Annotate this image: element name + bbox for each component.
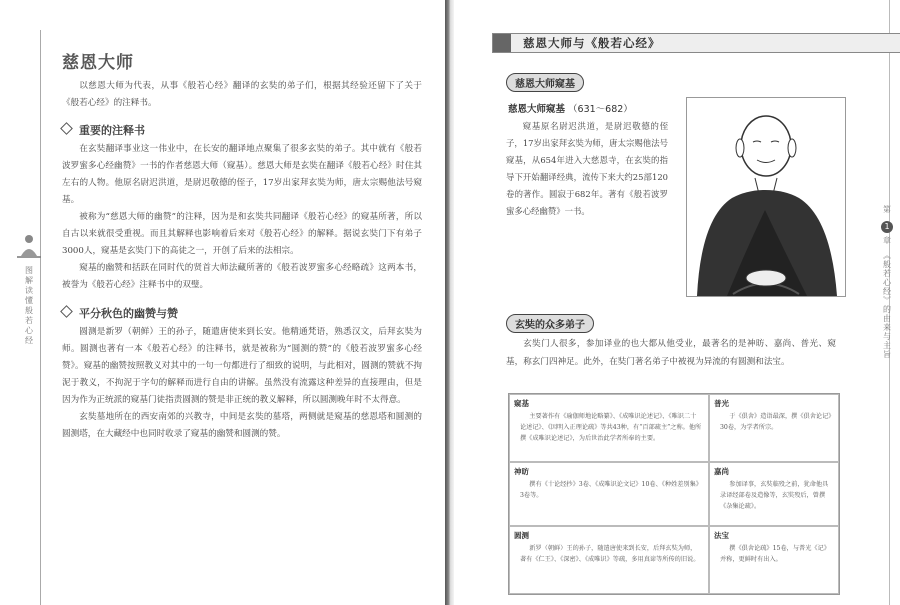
disciple-description: 撰《俱舍论疏》15卷，与普光《记》并称，更鲜时有出入。 — [720, 545, 830, 563]
portrait-dates: （631～682） — [568, 104, 633, 115]
chapter-name-vertical: 《般若心经》的由来与主旨 — [882, 251, 892, 359]
disciple-cell — [509, 526, 709, 594]
monk-portrait-image — [686, 97, 846, 297]
chapter-tab-marker — [493, 34, 511, 52]
right-page — [454, 0, 900, 605]
paragraph: 窥基的幽赞和括跃在同时代的贤首大师法藏所著的《般若波罗蜜多心经略疏》这两本书，被誉为《般若心经》注释书中的双璧。 — [62, 263, 422, 290]
chapter-title: 慈恩大师与《般若心经》 — [523, 36, 661, 50]
chapter-suffix: 章 — [882, 236, 892, 245]
paragraph: 圆测是新罗（朝鲜）王的孙子，随遣唐使来到长安。他精通梵语，熟悉汉文，后拜玄奘为师。圆测也著有一本《般若心经》的注释书，就是被称为“圆测的赞”的《般若波罗蜜多心经赞》。窥基的幽赞按照教义对其中的一句一句都进行了细致的说明，与此相对，圆测的赞就不拘泥于教义，不拘泥于字句的解释而进行自由的讲解。虽然没有流露这种差异的直接理由，但是因为作为正统派的窥基门徒指责圆测的赞是非正统的教义解释，所以圆测晚年时不太得意。 — [62, 327, 422, 405]
right-margin-chapter-label — [879, 205, 895, 359]
book-title-vertical: 图解读懂般若心经 — [24, 266, 34, 346]
left-page — [0, 0, 445, 605]
disciples-table — [508, 393, 840, 595]
portrait-name: 慈恩大师窥基 — [508, 104, 566, 115]
monk-illustration-icon — [687, 98, 845, 296]
disciple-description: 新罗（朝鲜）王的孙子，随遣唐使来到长安，后拜玄奘为师，著有《仁王》、《深密》、《成唯识》等疏，多用真谛等所传的旧说。 — [520, 545, 700, 563]
intro-text — [62, 78, 422, 112]
disciples-intro — [506, 335, 836, 371]
section-heading-label: 平分秋色的幽赞与赞 — [79, 307, 178, 320]
portrait-caption — [508, 101, 633, 115]
disciple-cell — [509, 462, 709, 526]
disciple-name: 神昉 — [514, 467, 529, 476]
disciple-description: 主要著作有《瑜伽师地论略纂》、《成唯识论述记》、《唯识二十论述记》、《因明入正理论疏》等共43种，有“百部疏主”之称。他所撰《成唯识论述记》，为后世治此学者所奉的主要。 — [520, 413, 702, 442]
disciple-description: 于《俱舍》造诣最深，撰《俱舍论记》30卷，为学者所宗。 — [720, 413, 832, 431]
disciple-description: 撰有《十论经抄》3卷、《成唯识论文记》10卷、《种姓差别集》3卷等。 — [520, 481, 702, 499]
disciple-name: 法宝 — [714, 531, 729, 540]
disciple-cell — [509, 394, 709, 462]
buddha-emblem-icon — [16, 232, 42, 258]
diamond-bullet-icon — [60, 305, 73, 318]
kuiji-heading-pill: 慈恩大师窥基 — [506, 73, 584, 92]
disciple-description: 参加译事，玄奘临殁之前，犹命他具录译经部卷及造像等，玄奘殁后，曾撰《杂集论疏》。 — [720, 481, 829, 510]
paragraph: 玄奘墓地所在的西安南郊的兴教寺，中间是玄奘的墓塔，两侧就是窥基的慈恩塔和圆测的圆测塔，在大藏经中也同时收录了窥基的幽赞和圆测的赞。 — [62, 412, 422, 439]
disciple-cell — [709, 394, 839, 462]
disciple-name: 圆测 — [514, 531, 529, 540]
section-heading-commentaries — [62, 122, 145, 138]
paragraph: 被称为“慈恩大师的幽赞”的注释，因为是和玄奘共同翻译《般若心经》的窥基所著，所以自古以来就很受重视。而且其解释也影响着后来对《般若心经》的解释。据说玄奘门下有弟子3000人，窥基是玄奘门下的高徒之一，开创了后来的法相宗。 — [62, 212, 422, 256]
disciple-name: 普光 — [714, 399, 729, 408]
section1-body — [62, 141, 422, 294]
chapter-number-badge: 1 — [881, 221, 893, 233]
book-spine — [445, 0, 454, 605]
section-heading-praise — [62, 305, 178, 321]
section-heading-label: 重要的注释书 — [79, 124, 145, 137]
diamond-bullet-icon — [60, 122, 73, 135]
intro-paragraph: 以慈恩大师为代表，从事《般若心经》翻译的玄奘的弟子们，根据其经验还留下了关于《般若心经》的注释书。 — [62, 81, 422, 108]
left-margin-label — [14, 232, 44, 346]
portrait-bio-paragraph: 窥基原名尉迟洪道，是尉迟敬德的侄子，17岁出家拜玄奘为师，唐太宗赐他法号窥基，从654年进入大慈恩寺，在玄奘的指导下开始翻译经典，流传下来大约25部120卷的著作。圆寂于682年。著有《般若波罗蜜多心经幽赞》一书。 — [506, 121, 668, 216]
disciples-paragraph: 玄奘门人很多，参加译业的也大都从他受业，最著名的是神昉、嘉尚、普光、窥基，称玄门四神足。此外，在奘门著名弟子中被视为异流的有圆测和法宝。 — [506, 339, 836, 367]
portrait-bio — [506, 118, 668, 220]
section2-body — [62, 324, 422, 443]
page-title: 慈恩大师 — [62, 53, 134, 73]
paragraph: 在玄奘翻译事业这一伟业中，在长安的翻译地点聚集了很多玄奘的弟子。其中就有《般若波罗蜜多心经幽赞》一书的作者慈恩大师（窥基）。慈恩大师是玄奘在翻译《般若心经》时住其左右的人物。他原名尉迟洪道，是尉迟敬德的侄子，17岁出家拜玄奘为师，唐太宗赐他法号窥基。 — [62, 144, 422, 205]
disciple-name: 窥基 — [514, 399, 529, 408]
disciple-name: 嘉尚 — [714, 467, 729, 476]
disciple-cell — [709, 526, 839, 594]
disciple-cell — [709, 462, 839, 526]
chapter-prefix: 第 — [882, 205, 892, 214]
chapter-title-bar — [492, 33, 900, 53]
disciples-heading-pill: 玄奘的众多弟子 — [506, 314, 594, 333]
